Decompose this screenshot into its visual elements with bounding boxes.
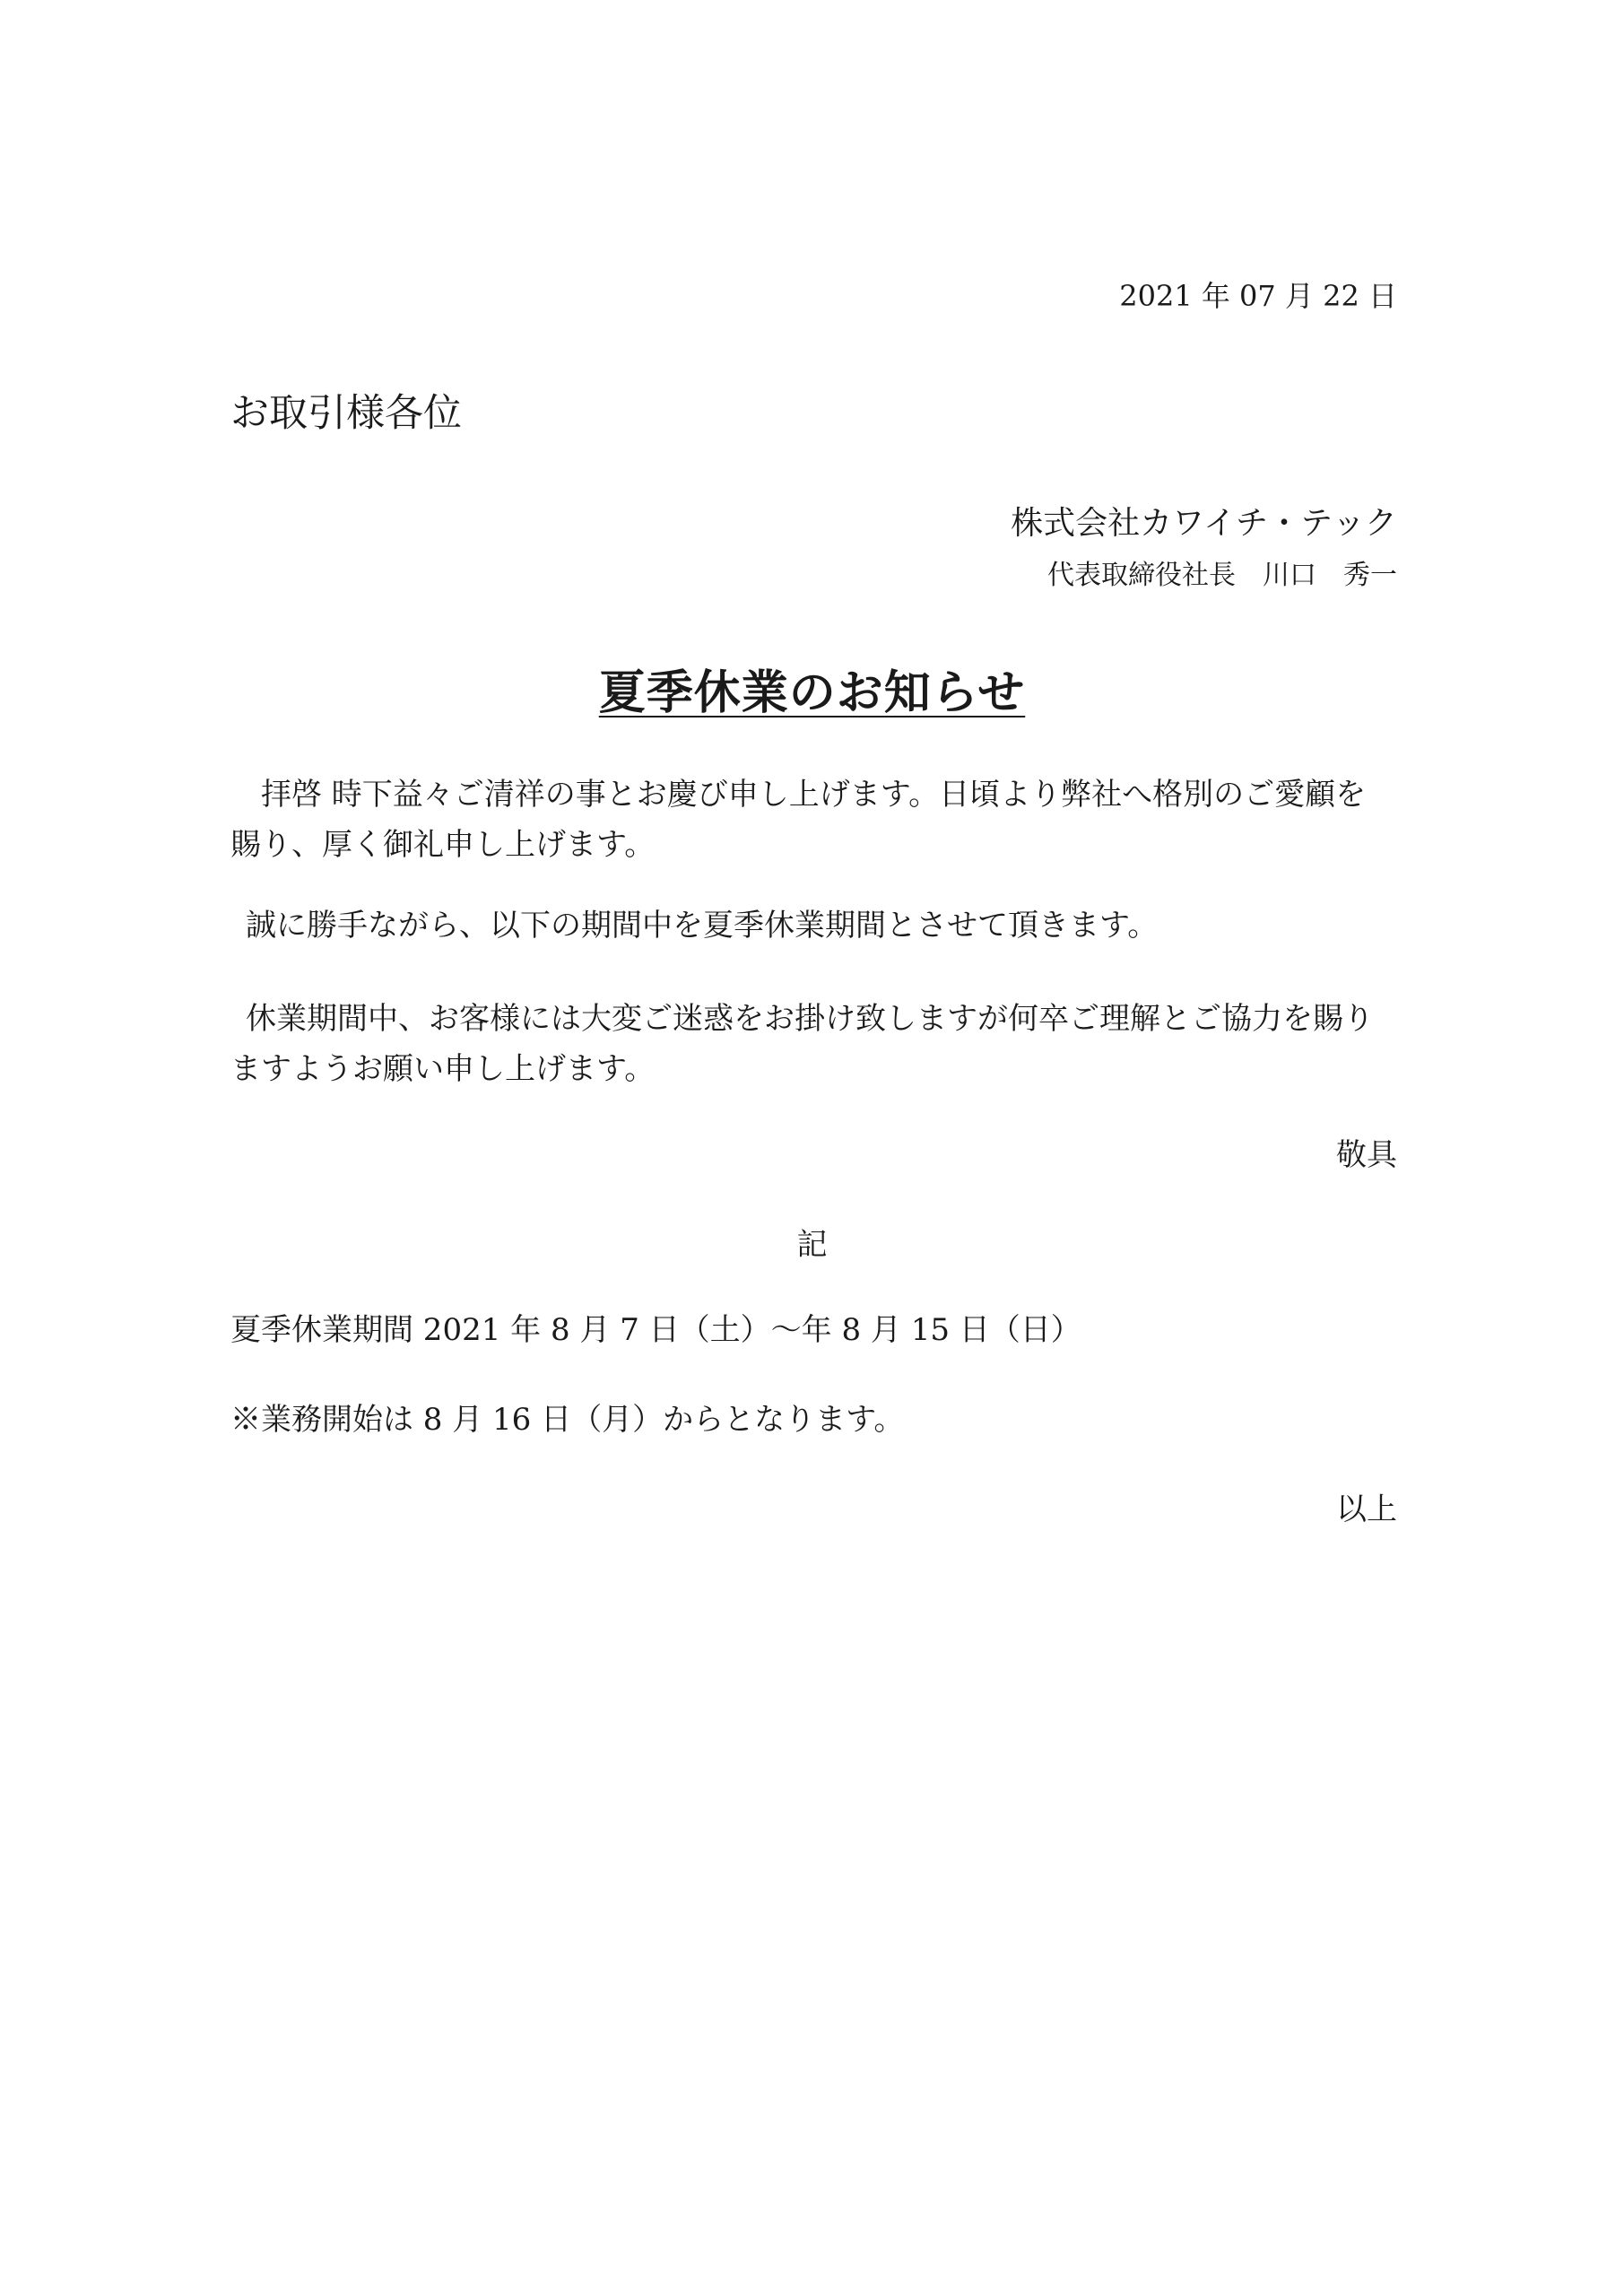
greeting-paragraph: 拝啓 時下益々ご清祥の事とお慶び申し上げます。日頃より弊社へ格別のご愛顧を賜り、厚く御礼申し上げます。 — [230, 777, 1367, 863]
end-mark: 以上 — [1336, 1492, 1397, 1527]
announcement-paragraph: 誠に勝手ながら、以下の期間中を夏季休業期間とさせて頂きます。 — [246, 908, 1159, 944]
sender-company: 株式会社カワイチ・テック — [1011, 505, 1397, 542]
resume-note: ※業務開始は 8 月 16 日（月）からとなります。 — [230, 1402, 905, 1438]
recipient: お取引様各位 — [230, 391, 462, 436]
holiday-period: 夏季休業期間 2021 年 8 月 7 日（土）～年 8 月 15 日（日） — [230, 1312, 1081, 1348]
letter-title — [0, 655, 1624, 722]
letter-date: 2021 年 07 月 22 日 — [1119, 279, 1397, 313]
ki-heading: 記 — [796, 1227, 828, 1263]
closing-keigu: 敬具 — [1336, 1137, 1397, 1173]
apology-paragraph: 休業期間中、お客様には大変ご迷惑をお掛け致しますが何卒ご理解とご協力を賜りますようお願い申し上げます。 — [230, 1001, 1374, 1087]
letter-title-text: 夏季休業のお知らせ — [598, 665, 1026, 720]
sender-representative: 代表取締役社長 川口 秀一 — [1047, 560, 1397, 591]
